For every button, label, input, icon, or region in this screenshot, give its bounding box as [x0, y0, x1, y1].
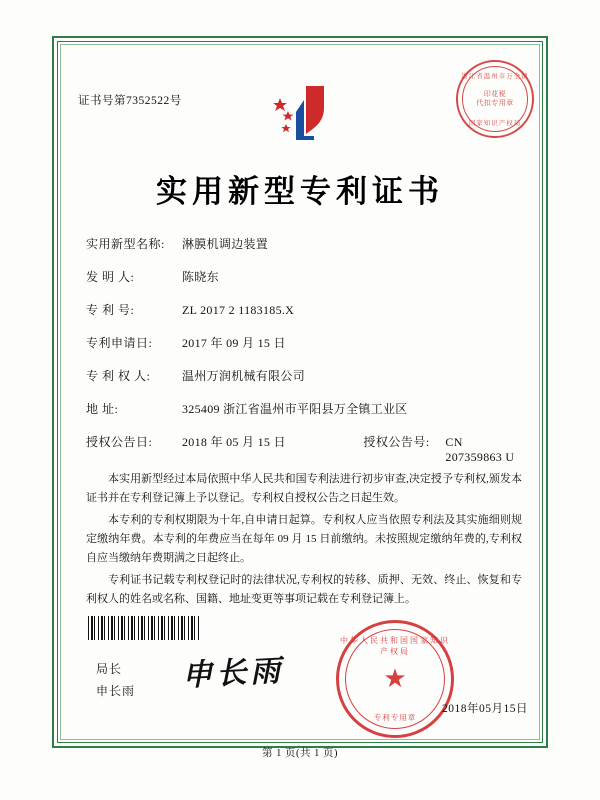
- field-label: 授权公告号:: [363, 435, 430, 449]
- grant-number-group: [363, 433, 522, 465]
- tax-stamp-seal-arc-top: 浙江省温州市万全镇: [461, 73, 529, 80]
- field-row-inventor: [86, 268, 522, 285]
- national-patent-seal-arc-top: 中华人民共和国国家知识产权局: [340, 636, 450, 656]
- field-value: 2018 年 05 月 15 日: [182, 435, 286, 449]
- field-label: 授权公告日:: [86, 435, 153, 449]
- director-title-label: 局长: [96, 662, 123, 676]
- field-value: 陈晓东: [182, 270, 219, 284]
- field-row-utility-model-name: [86, 235, 522, 252]
- paragraph-2: 本专利的专利权期限为十年,自申请日起算。专利权人应当依照专利法及其实施细则规定缴纳年费。本专利的年费应当在每年 09 月 15 日前缴纳。未按照规定缴纳年费的,专利权自应当缴纳年费期满之日起终止。: [86, 514, 522, 564]
- field-row-patent-number: [86, 301, 522, 318]
- field-label: 地 址:: [86, 402, 119, 416]
- field-value: 2017 年 09 月 15 日: [182, 336, 286, 350]
- certificate-number-value: 7352522: [126, 95, 170, 107]
- field-label: 实用新型名称:: [86, 237, 165, 251]
- issue-date: 2018年05月15日: [442, 703, 528, 715]
- page-title: 实用新型专利证书: [156, 174, 444, 209]
- grant-date-group: [86, 433, 363, 450]
- director-block: [96, 658, 135, 702]
- director-name: 申长雨: [96, 684, 136, 698]
- field-label: 专 利 号:: [86, 303, 135, 317]
- paragraph-1: 本实用新型经过本局依照中华人民共和国专利法进行初步审查,决定授予专利权,颁发本证书并在专利登记簿上予以登记。专利权自授权公告之日起生效。: [86, 473, 522, 504]
- certificate-number-suffix: 号: [169, 95, 182, 107]
- certificate-number: [78, 92, 182, 108]
- corner-ornament-top-left: [52, 36, 78, 62]
- star-icon: ★: [383, 664, 407, 693]
- field-list: [86, 235, 522, 481]
- corner-ornament-top-right: [522, 36, 548, 62]
- field-label: 专 利 权 人:: [86, 369, 151, 383]
- field-label: 发 明 人:: [86, 270, 135, 284]
- field-row-application-date: [86, 334, 522, 351]
- field-value: CN 207359863 U: [445, 435, 515, 464]
- paragraph-3: 专利证书记载专利权登记时的法律状况,专利权的转移、质押、无效、终止、恢复和专利权人的姓名或名称、国籍、地址变更等事项记载在专利登记簿上。: [86, 574, 522, 605]
- patent-office-logo-icon: [268, 78, 342, 152]
- national-patent-seal-arc-bottom: 专利专用章: [373, 713, 417, 722]
- body-text: [86, 470, 522, 612]
- field-row-address: [86, 400, 522, 417]
- field-value: 325409 浙江省温州市平阳县万全镇工业区: [182, 402, 408, 416]
- field-row-patentee: [86, 367, 522, 384]
- field-value: 淋膜机调边装置: [182, 237, 269, 251]
- field-label: 专利申请日:: [86, 336, 153, 350]
- field-row-grant-announcement: [86, 433, 522, 465]
- tax-stamp-seal: [456, 60, 534, 138]
- page-footer: 第 1 页(共 1 页): [262, 748, 338, 759]
- national-patent-seal: [336, 620, 454, 738]
- certificate-number-label: 证书号第: [78, 95, 126, 107]
- field-value: 温州万润机械有限公司: [182, 369, 306, 383]
- tax-stamp-seal-arc-bottom: 国家知识产权局: [468, 120, 522, 127]
- tax-stamp-seal-center: 印花税 代扣专用章: [476, 90, 514, 107]
- director-signature: 申长雨: [181, 654, 285, 693]
- field-value: ZL 2017 2 1183185.X: [182, 303, 295, 317]
- barcode: [88, 616, 200, 640]
